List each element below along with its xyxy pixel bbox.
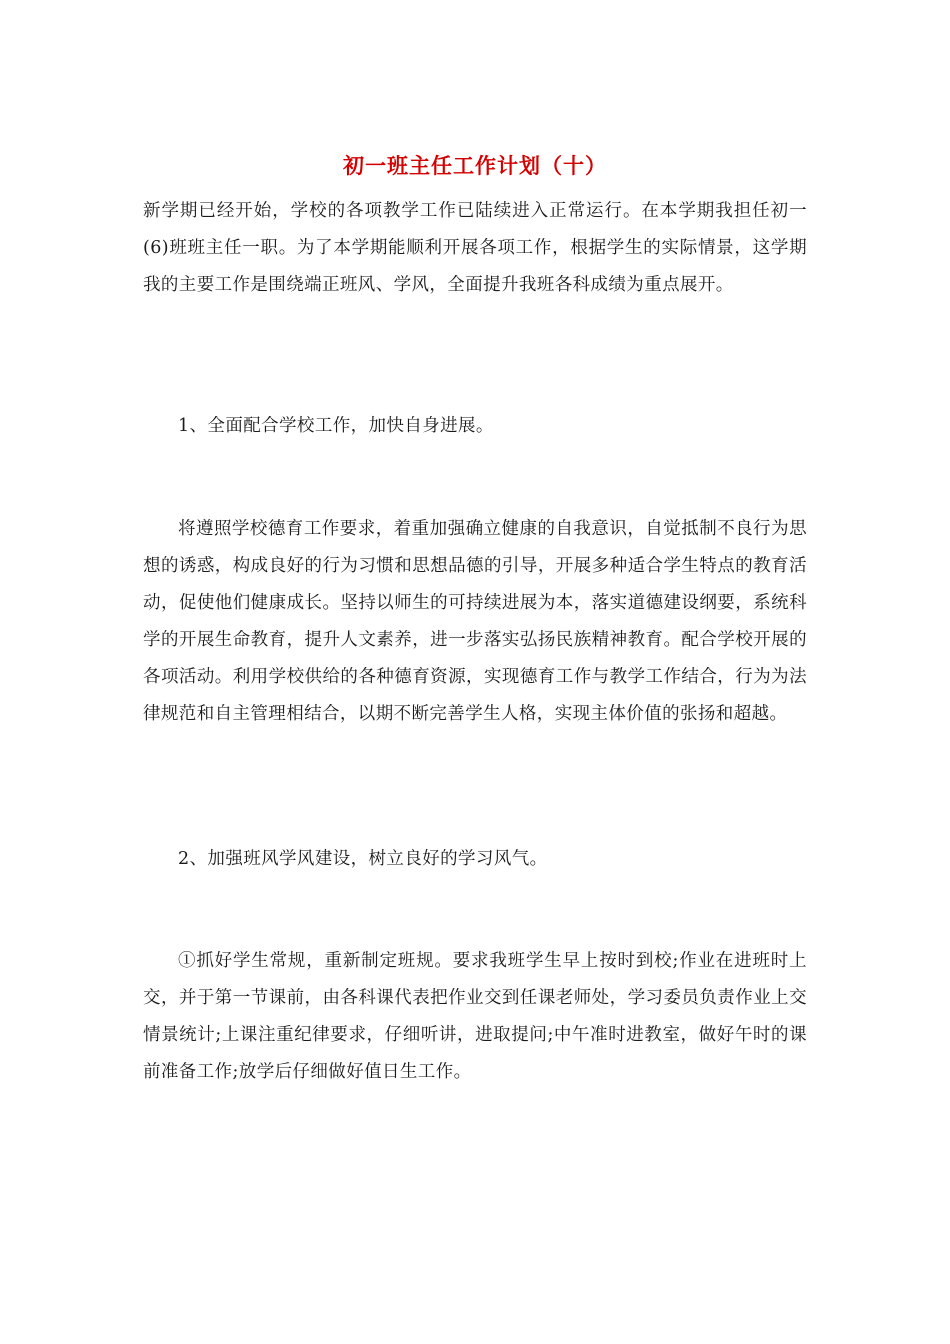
section-heading-1: 1、全面配合学校工作，加快自身进展。 (178, 416, 494, 436)
document-title: 初一班主任工作计划（十） (343, 153, 607, 178)
section-body-1: 将遵照学校德育工作要求，着重加强确立健康的自我意识，自觉抵制不良行为思想的诱惑，构成良好的行为习惯和思想品德的引导，开展多种适合学生特点的教育活动，促使他们健康成长。坚持以师生的可持续进展为本，落实道德建设纲要，系统科学的开展生命教育，提升人文素养，进一步落实弘扬民族精神教育。配合学校开展的各项活动。利用学校供给的各种德育资源，实现德育工作与教学工作结合，行为为法律规范和自主管理相结合，以期不断完善学生人格，实现主体价值的张扬和超越。 (143, 519, 807, 724)
intro-paragraph: 新学期已经开始，学校的各项教学工作已陆续进入正常运行。在本学期我担任初一(6)班班主任一职。为了本学期能顺利开展各项工作，根据学生的实际情景，这学期我的主要工作是围绕端正班风、学风，全面提升我班各科成绩为重点展开。 (143, 201, 807, 295)
section-body-2: ①抓好学生常规，重新制定班规。要求我班学生早上按时到校;作业在进班时上交，并于第一节课前，由各科课代表把作业交到任课老师处，学习委员负责作业上交情景统计;上课注重纪律要求，仔细听讲，进取提问;中午准时进教室，做好午时的课前准备工作;放学后仔细做好值日生工作。 (143, 951, 807, 1082)
section-heading-2: 2、加强班风学风建设，树立良好的学习风气。 (178, 849, 548, 869)
